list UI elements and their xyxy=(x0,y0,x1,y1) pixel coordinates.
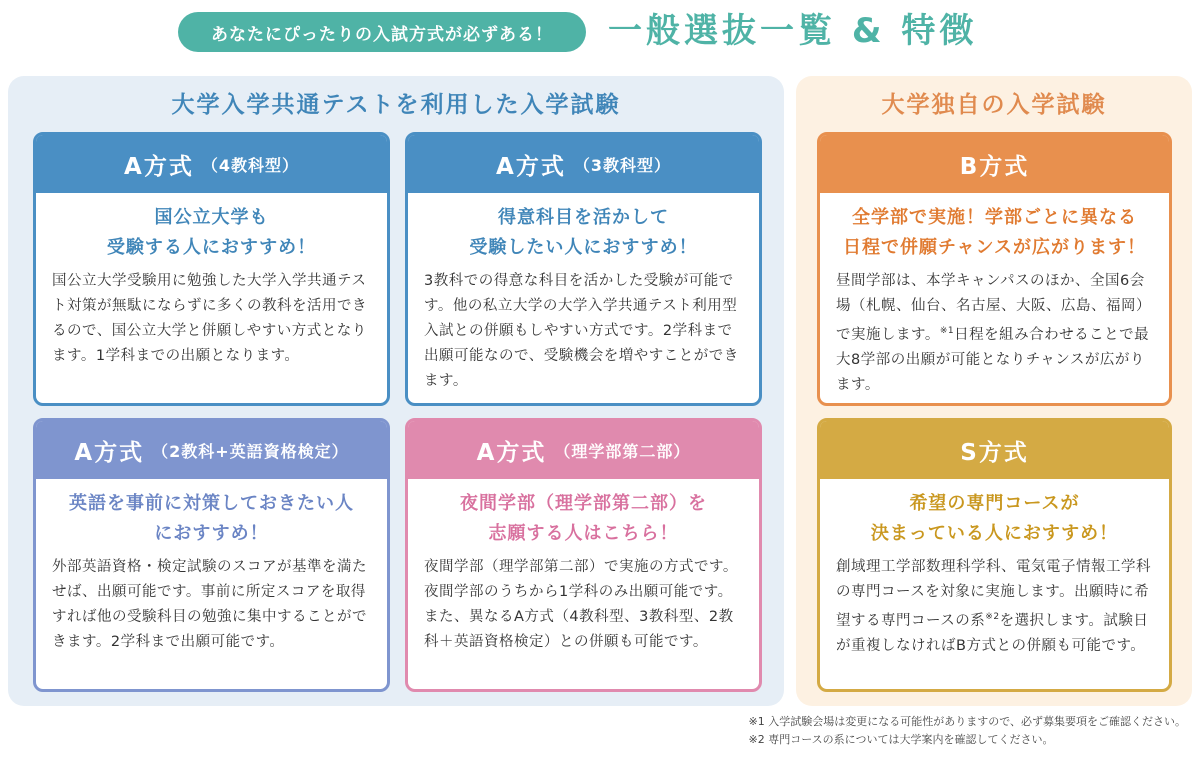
catch-line: 日程で併願チャンスが広がります！ xyxy=(843,237,1146,258)
common-test-section xyxy=(8,76,784,706)
catch-line: におすすめ！ xyxy=(154,523,269,544)
header-pill: あなたにぴったりの入試方式が必ずある！ xyxy=(178,12,586,52)
card-sub: （2教科+英語資格検定） xyxy=(152,441,349,461)
card-a-4subjects xyxy=(33,132,390,406)
university-exam-section-title: 大学独自の入学試験 xyxy=(881,92,1107,118)
university-exam-section xyxy=(796,76,1192,706)
catch-line: 受験する人におすすめ！ xyxy=(106,237,317,258)
catch-line: 夜間学部（理学部第二部）を xyxy=(460,493,707,514)
footnote-mark: ※1 xyxy=(939,326,955,336)
card-catch xyxy=(36,193,387,267)
common-test-section-title: 大学入学共通テストを利用した入学試験 xyxy=(171,92,621,118)
catch-line: 得意科目を活かして xyxy=(498,207,669,228)
card-header xyxy=(820,421,1169,479)
card-sub: （理学部第二部） xyxy=(554,441,691,461)
card-name: A方式 xyxy=(124,153,194,180)
page-title: 一般選抜一覧 & 特徴 xyxy=(608,11,978,51)
card-header xyxy=(36,421,387,479)
body-text: 日程を組み合わせることで最大8学部の出願が可能となりチャンスが広がります。 xyxy=(836,326,1150,393)
card-body: 3教科での得意な科目を活かした受験が可能です。他の私立大学の大学入学共通テスト利用型入試との併願もしやすい方式です。2学科まで出願可能なので、受験機会を増やすことができます。 xyxy=(424,273,739,389)
card-body xyxy=(820,267,1169,398)
card-body xyxy=(820,553,1169,659)
card-body: 夜間学部（理学部第二部）で実施の方式です。夜間学部のうちから1学科のみ出願可能です。また、異なるA方式（4教科型、3教科型、2教科＋英語資格検定）との併願も可能です。 xyxy=(424,559,738,650)
card-a-3subjects xyxy=(405,132,762,406)
catch-line: 希望の専門コースが xyxy=(909,493,1080,514)
card-name: A方式 xyxy=(476,439,547,466)
card-name: S方式 xyxy=(960,439,1029,466)
card-name: A方式 xyxy=(496,153,566,180)
card-catch xyxy=(820,193,1169,267)
card-catch xyxy=(408,193,759,267)
card-name: A方式 xyxy=(74,439,145,466)
card-header xyxy=(408,135,759,193)
card-catch xyxy=(36,479,387,553)
catch-line: 国公立大学も xyxy=(154,207,269,228)
body-text: 創域理工学部数理科学科、電気電子情報工学科の専門コースを対象に実施します。出願時に希望する専門コースの系 xyxy=(836,559,1151,629)
card-sub: （4教科型） xyxy=(201,155,299,175)
card-body: 国公立大学受験用に勉強した大学入学共通テスト対策が無駄にならずに多くの教科を活用できるので、国公立大学と併願しやすい方式となります。1学科までの出願となります。 xyxy=(52,273,367,364)
card-a-science-second xyxy=(405,418,762,692)
footnote-2: ※2 専門コースの系については大学案内を確認してください。 xyxy=(748,733,1054,746)
card-header xyxy=(820,135,1169,193)
footnote-mark: ※2 xyxy=(985,612,1000,622)
catch-line: 全学部で実施！学部ごとに異なる xyxy=(852,207,1137,228)
card-catch xyxy=(820,479,1169,553)
catch-line: 決まっている人におすすめ！ xyxy=(870,523,1119,544)
catch-line: 英語を事前に対策しておきたい人 xyxy=(69,493,354,514)
card-header xyxy=(36,135,387,193)
card-name: B方式 xyxy=(959,153,1030,180)
catch-line: 志願する人はこちら！ xyxy=(488,523,679,544)
footnote-1: ※1 入学試験会場は変更になる可能性がありますので、必ず募集要項をご確認ください。 xyxy=(748,715,1186,728)
body-text: 昼間学部は、本学キャンパスのほか、全国6会場（札幌、仙台、名古屋、大阪、広島、福岡）で実施します。 xyxy=(836,273,1151,343)
card-header xyxy=(408,421,759,479)
body-text: を選択します。試験日が重複しなければB方式との併願も可能です。 xyxy=(836,612,1149,654)
card-sub: （3教科型） xyxy=(573,155,671,175)
header xyxy=(0,6,1200,56)
card-body: 外部英語資格・検定試験のスコアが基準を満たせば、出願可能です。事前に所定スコアを取得すれば他の受験科目の勉強に集中することができます。2学科まで出願可能です。 xyxy=(52,559,367,650)
card-b-method xyxy=(817,132,1172,406)
card-s-method xyxy=(817,418,1172,692)
footnotes xyxy=(749,713,1187,749)
card-a-2subjects-english xyxy=(33,418,390,692)
catch-line: 受験したい人におすすめ！ xyxy=(469,237,698,258)
card-catch xyxy=(408,479,759,553)
